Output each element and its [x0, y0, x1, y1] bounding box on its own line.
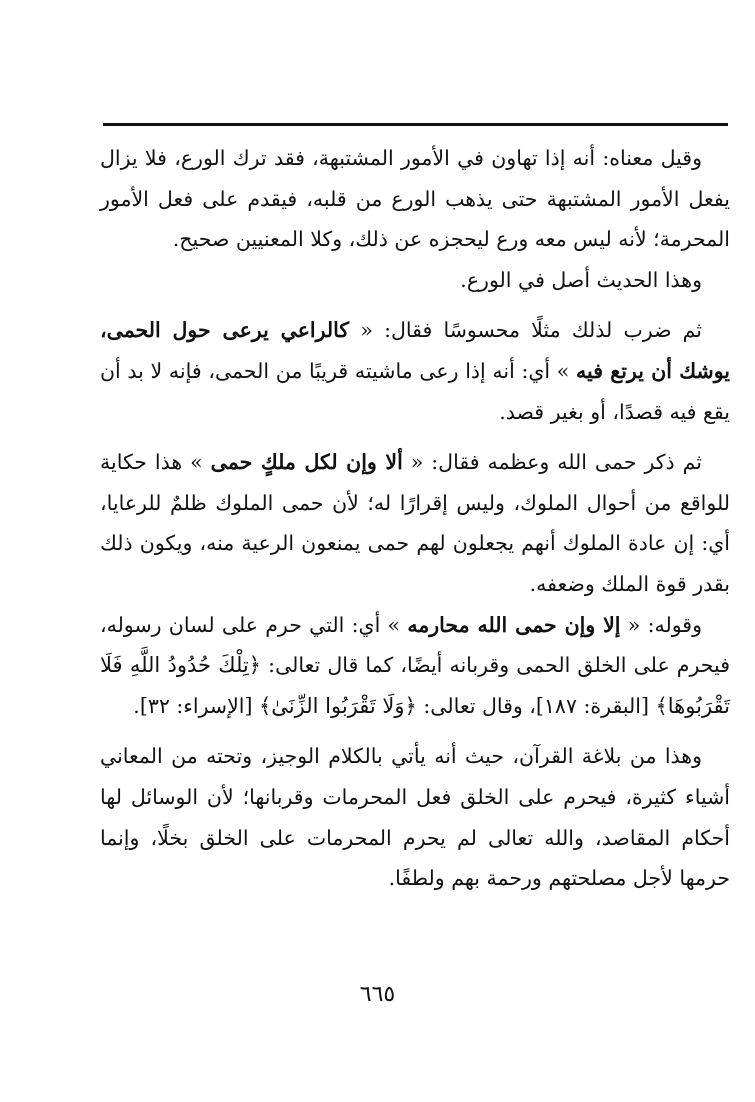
paragraph-1-text: وقيل معناه: أنه إذا تهاون في الأمور المشتبهة، فقد ترك الورع، فلا يزال يفعل الأمور المشتبهة حتى يذهب الورع من قلبه، فيقدم على فعل الأمور المحرمة؛ لأنه ليس معه ورع ليحجزه عن ذلك، وكلا المعنيين صحيح. [100, 146, 730, 252]
paragraph-6-text: وهذا من بلاغة القرآن، حيث أنه يأتي بالكلام الوجيز، وتحته من المعاني أشياء كثيرة، فيحرم على الخلق فعل المحرمات وقربانها؛ لأن الوسائل لها أحكام المقاصد، والله تعالى لم يحرم المحرمات على الخلق بخلًا، وإنما حرمها لأجل مصلحتهم ورحمة بهم ولطفًا. [100, 744, 730, 891]
paragraph-3 [100, 310, 730, 432]
page-number: ٦٦٥ [359, 982, 396, 1007]
paragraph-4-intro: ثم ذكر حمى الله وعظمه فقال: « [402, 450, 702, 475]
paragraph-2-text: وهذا الحديث أصل في الورع. [460, 267, 702, 292]
quran-verse-isra: ﴿وَلَا تَقْرَبُوا الزِّنَىٰ﴾ [259, 693, 417, 718]
paragraph-2 [100, 260, 730, 301]
paragraph-3-explanation: » أي: أنه إذا رعى ماشيته قريبًا من الحمى، فإنه لا بد أن يقع فيه قصدًا، أو بغير قصد. [100, 358, 730, 424]
paragraph-3-intro: ثم ضرب لذلك مثلًا محسوسًا فقال: « [349, 318, 703, 343]
hadith-quote-3: إلا وإن حمى الله محارمه [407, 612, 621, 637]
paragraph-4 [100, 442, 730, 604]
citation-baqarah: [البقرة: ١٨٧]، وقال تعالى: [416, 693, 656, 718]
paragraph-1 [100, 138, 730, 260]
citation-isra: [الإسراء: ٣٢]. [133, 693, 259, 718]
paragraph-6 [100, 736, 730, 898]
quran-verse-baqarah: ﴿تِلْكَ حُدُودُ اللَّهِ فَلَا تَقْرَبُوهَا﴾ [100, 653, 730, 718]
paragraph-4-explanation: » هذا حكاية للواقع من أحوال الملوك، وليس إقرارًا له؛ لأن حمى الملوك ظلمٌ للرعايا، أي: إن عادة الملوك أنهم يجعلون لهم حمى يمنعون الرعية منه، ويكون ذلك بقدر قوة الملك وضعفه. [100, 450, 730, 596]
hadith-quote-2: ألا وإن لكل ملكٍ حمى [210, 450, 403, 475]
paragraph-5-intro: وقوله: « [620, 612, 702, 637]
hadith-quote-1: كالراعي يرعى حول الحمى، يوشك أن يرتع فيه [100, 318, 730, 383]
body-text [100, 138, 730, 899]
paragraph-5 [100, 605, 730, 727]
paragraph-5-explanation: » أي: التي حرم على لسان رسوله، فيحرم على الخلق الحمى وقربانه أيضًا، كما قال تعالى: [100, 612, 730, 678]
header-rule [103, 123, 728, 126]
